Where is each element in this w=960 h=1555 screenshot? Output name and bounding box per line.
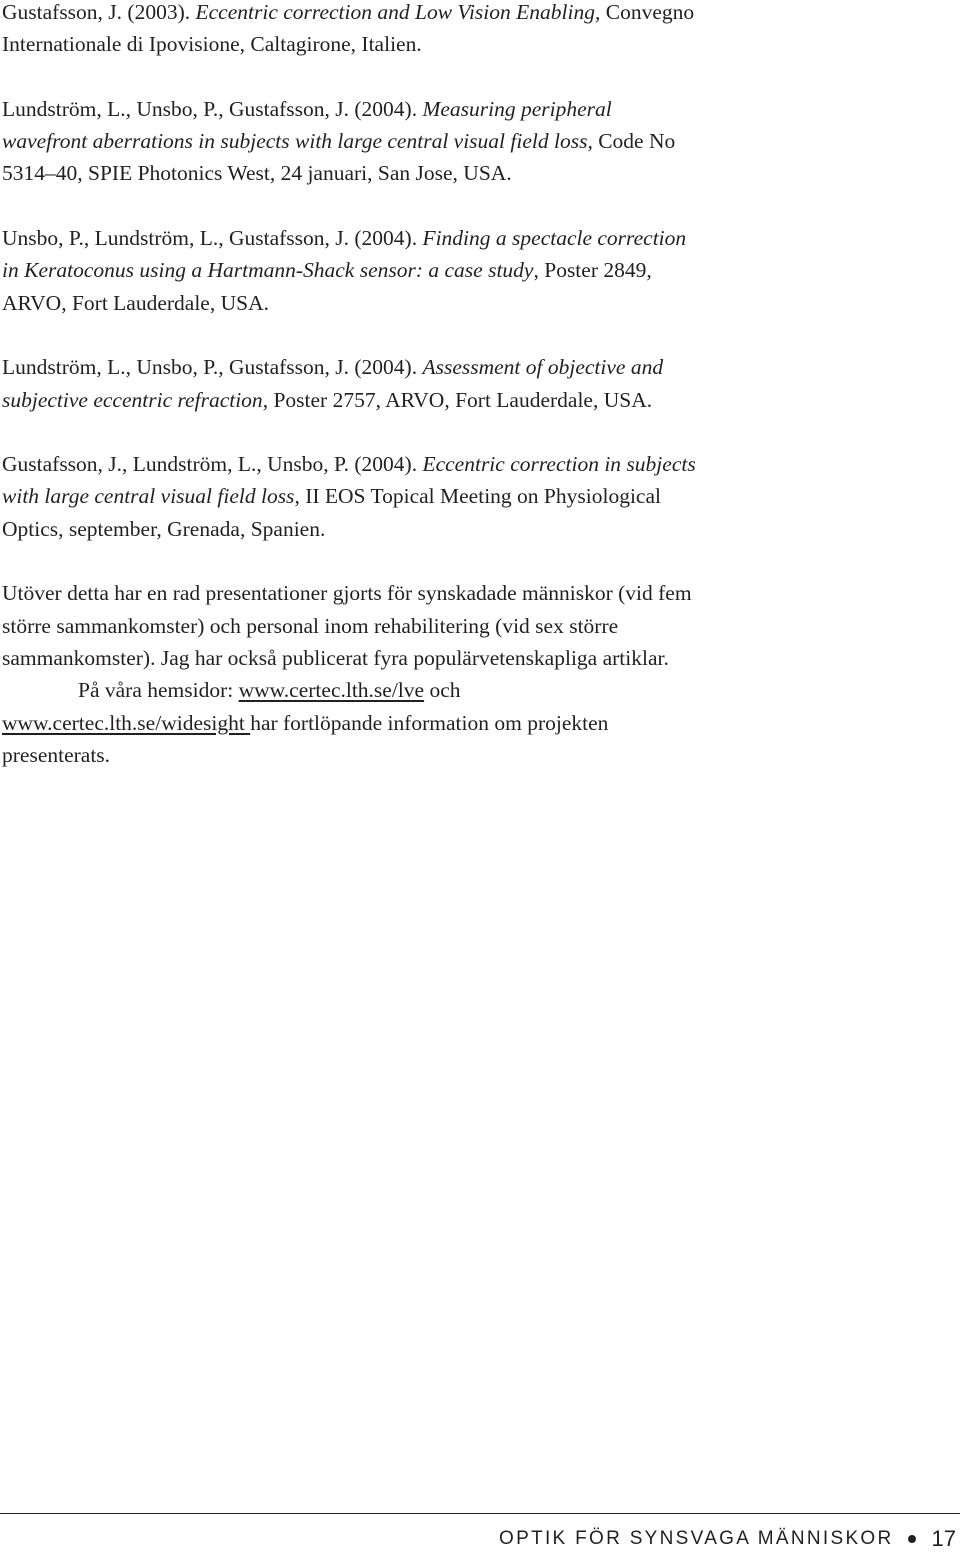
reference-authors: Lundström, L., Unsbo, P., Gustafsson, J. (2004). — [2, 355, 423, 380]
presentations-paragraph: Utöver detta har en rad presentationer gjorts för synskadade människor (vid fem större sammankomster) och personal inom rehabilitering (vid sex större sammankomster). Jag har också publicerat fyra populärvetenskapliga artiklar. — [2, 581, 692, 670]
websites-intro: På våra hemsidor: — [78, 678, 239, 703]
reference-venue: Convegno Internationale di Ipovisione, Caltagirone, Italien. — [2, 0, 695, 57]
bullet-icon — [908, 1535, 916, 1543]
reference-authors: Gustafsson, J. (2003). — [2, 0, 196, 24]
reference-venue: , Poster 2849, ARVO, Fort Lauderdale, USA. — [2, 258, 652, 315]
reference-3 — [2, 222, 702, 319]
reference-authors: Lundström, L., Unsbo, P., Gustafsson, J. (2004). — [2, 96, 423, 121]
reference-2 — [2, 93, 702, 190]
websites-paragraph — [2, 674, 702, 771]
reference-venue: , Poster 2757, ARVO, Fort Lauderdale, USA. — [262, 387, 653, 412]
reference-4 — [2, 351, 702, 416]
page-footer — [499, 1523, 956, 1555]
link-certec-lve[interactable]: www.certec.lth.se/lve — [238, 678, 425, 703]
websites-connector: och — [424, 678, 461, 703]
reference-5 — [2, 448, 702, 545]
reference-title: Measuring peripheral wavefront aberrations in subjects with large central visual field loss — [2, 96, 612, 154]
reference-title: Finding a spectacle correction in Keratoconus using a Hartmann-Shack sensor: a case study — [2, 226, 687, 283]
reference-1 — [2, 0, 702, 61]
running-title: OPTIK FÖR SYNSVAGA MÄNNISKOR — [499, 1528, 894, 1549]
reference-venue: , Code No 5314–40, SPIE Photonics West, 24 januari, San Jose, USA. — [2, 129, 676, 186]
main-text — [2, 0, 702, 771]
reference-authors: Unsbo, P., Lundström, L., Gustafsson, J. (2004). — [2, 226, 423, 251]
reference-title: Assessment of objective and subjective eccentric refraction — [2, 355, 664, 412]
page-number: 17 — [931, 1526, 956, 1551]
reference-venue: , II EOS Topical Meeting on Physiological Optics, september, Grenada, Spanien. — [2, 484, 661, 541]
footer-rule — [0, 1513, 960, 1514]
reference-title: Eccentric correction in subjects with large central visual field loss — [2, 452, 696, 509]
reference-title: Eccentric correction and Low Vision Enabling, — [195, 0, 601, 24]
reference-authors: Gustafsson, J., Lundström, L., Unsbo, P. (2004). — [2, 452, 423, 477]
websites-outro: har fortlöpande information om projekten presenterats. — [2, 710, 609, 767]
link-certec-widesight[interactable]: www.certec.lth.se/widesight — [2, 710, 251, 735]
